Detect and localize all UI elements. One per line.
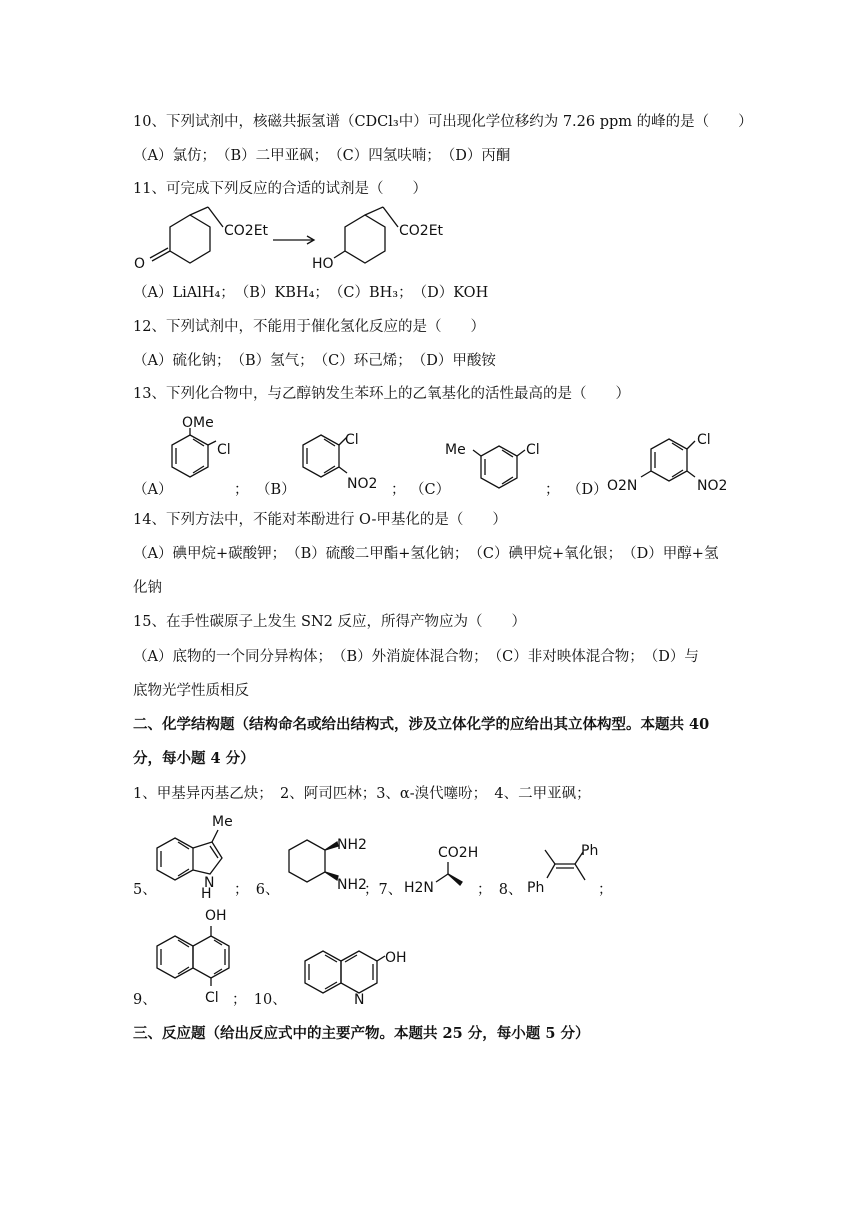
q13-label-a: （A） — [133, 482, 173, 498]
q13-sep-b: ； — [391, 482, 406, 498]
q14-options-line2: 化钠 — [133, 580, 162, 596]
q14-options-line1: （A）碘甲烷+碳酸钾； （B）硫酸二甲酯+氢化钠； （C）碘甲烷+氧化银； （D）甲醇+氢 — [133, 546, 719, 562]
s2-structure-10-quinolinol — [285, 945, 415, 1008]
s2-label-8: ； 8、 — [477, 882, 523, 898]
q11-product-ester: CO2Et — [399, 223, 444, 239]
s2-label-7: ；7、 — [364, 882, 403, 898]
s2-9-hydroxyl: OH — [205, 908, 227, 924]
q13-label-c: （C） — [410, 482, 451, 498]
s2-end-8: ； — [598, 882, 613, 898]
q15-stem: 15、在手性碳原子上发生 SN2 反应，所得产物应为（ ） — [133, 614, 527, 630]
q13-d-nitro-left: O2N — [607, 478, 638, 494]
q13-c-chloro: Cl — [526, 442, 540, 458]
s2-label-10: ； 10、 — [232, 992, 287, 1008]
q11-product-hydroxyl: HO — [312, 256, 334, 272]
s2-10-nitrogen: N — [354, 992, 365, 1008]
q14-stem: 14、下列方法中，不能对苯酚进行 O-甲基化的是（ ） — [133, 512, 507, 528]
q11-reaction-scheme — [128, 205, 488, 275]
q13-structure-b — [295, 425, 378, 495]
s2-10-hydroxyl: OH — [385, 950, 407, 966]
s2-6-amine-bottom: NH2 — [337, 877, 367, 893]
s2-structure-9-naphthol — [150, 902, 250, 1006]
s2-label-6: ； 6、 — [234, 882, 280, 898]
s2-7-carboxyl: CO2H — [438, 845, 479, 861]
q13-stem: 13、下列化合物中，与乙醇钠发生苯环上的乙氧基化的活性最高的是（ ） — [133, 386, 630, 402]
q15-options-line1: （A）底物的一个同分异构体； （B）外消旋体混合物； （C）非对映体混合物； （D）与 — [133, 649, 699, 665]
q13-d-chloro: Cl — [697, 432, 711, 448]
q13-structure-a — [160, 415, 240, 495]
section2-title-line1: 二、化学结构题（结构命名或给出结构式，涉及立体化学的应给出其立体构型。本题共 40 — [133, 716, 710, 733]
s2-7-amino: H2N — [404, 880, 434, 896]
q15-options-line2: 底物光学性质相反 — [133, 683, 249, 699]
s2-5-methyl: Me — [212, 814, 233, 830]
q13-structure-d — [605, 425, 735, 495]
q13-a-chloro: Cl — [217, 442, 231, 458]
q13-c-methyl: Me — [445, 442, 466, 458]
q13-sep-a: ； — [234, 482, 249, 498]
q13-b-chloro: Cl — [345, 432, 359, 448]
q13-a-methoxy: OMe — [182, 415, 214, 431]
q11-options: （A）LiAlH₄； （B）KBH₄； （C）BH₃； （D）KOH — [133, 285, 489, 301]
q11-reactant-ring — [170, 215, 210, 263]
s2-label-9: 9、 — [133, 992, 157, 1008]
s2-6-amine-top: NH2 — [337, 837, 367, 853]
q13-sep-c: ； — [545, 482, 560, 498]
q11-reactant-oxygen: O — [134, 256, 146, 272]
s2-8-phenyl-bottom: Ph — [527, 880, 545, 896]
q13-label-b: （B） — [256, 482, 296, 498]
q12-options: （A）硫化钠； （B）氢气； （C）环己烯； （D）甲酸铵 — [133, 353, 496, 369]
q13-d-nitro-right: NO2 — [697, 478, 728, 494]
q11-reactant-ester: CO2Et — [224, 223, 269, 239]
q13-label-d: （D） — [567, 482, 608, 498]
s2-9-chloro: Cl — [205, 990, 219, 1006]
s2-8-phenyl-top: Ph — [581, 843, 599, 859]
q13-b-nitro: NO2 — [347, 476, 378, 492]
q11-product-ring — [345, 215, 385, 263]
s2-5-hydrogen: H — [201, 886, 212, 902]
s2-5-nitrogen: N — [204, 875, 215, 891]
section3-title: 三、反应题（给出反应式中的主要产物。本题共 25 分，每小题 5 分） — [133, 1025, 590, 1042]
q11-stem: 11、可完成下列反应的合适的试剂是（ ） — [133, 181, 427, 197]
q10-stem: 10、下列试剂中，核磁共振氢谱（CDCl₃中）可出现化学位移约为 7.26 ppm 的峰的是（ ） — [133, 114, 753, 130]
q10-options: （A）氯仿； （B）二甲亚砜； （C）四氢呋喃； （D）丙酮 — [133, 148, 511, 164]
section2-title-line2: 分，每小题 4 分） — [133, 750, 255, 767]
q12-stem: 12、下列试剂中，不能用于催化氢化反应的是（ ） — [133, 319, 485, 335]
q13-structure-c — [443, 430, 553, 500]
section2-items-1-4: 1、甲基异丙基乙炔； 2、阿司匹林；3、α-溴代噻吩； 4、二甲亚砜； — [133, 786, 591, 802]
s2-label-5: 5、 — [133, 882, 157, 898]
